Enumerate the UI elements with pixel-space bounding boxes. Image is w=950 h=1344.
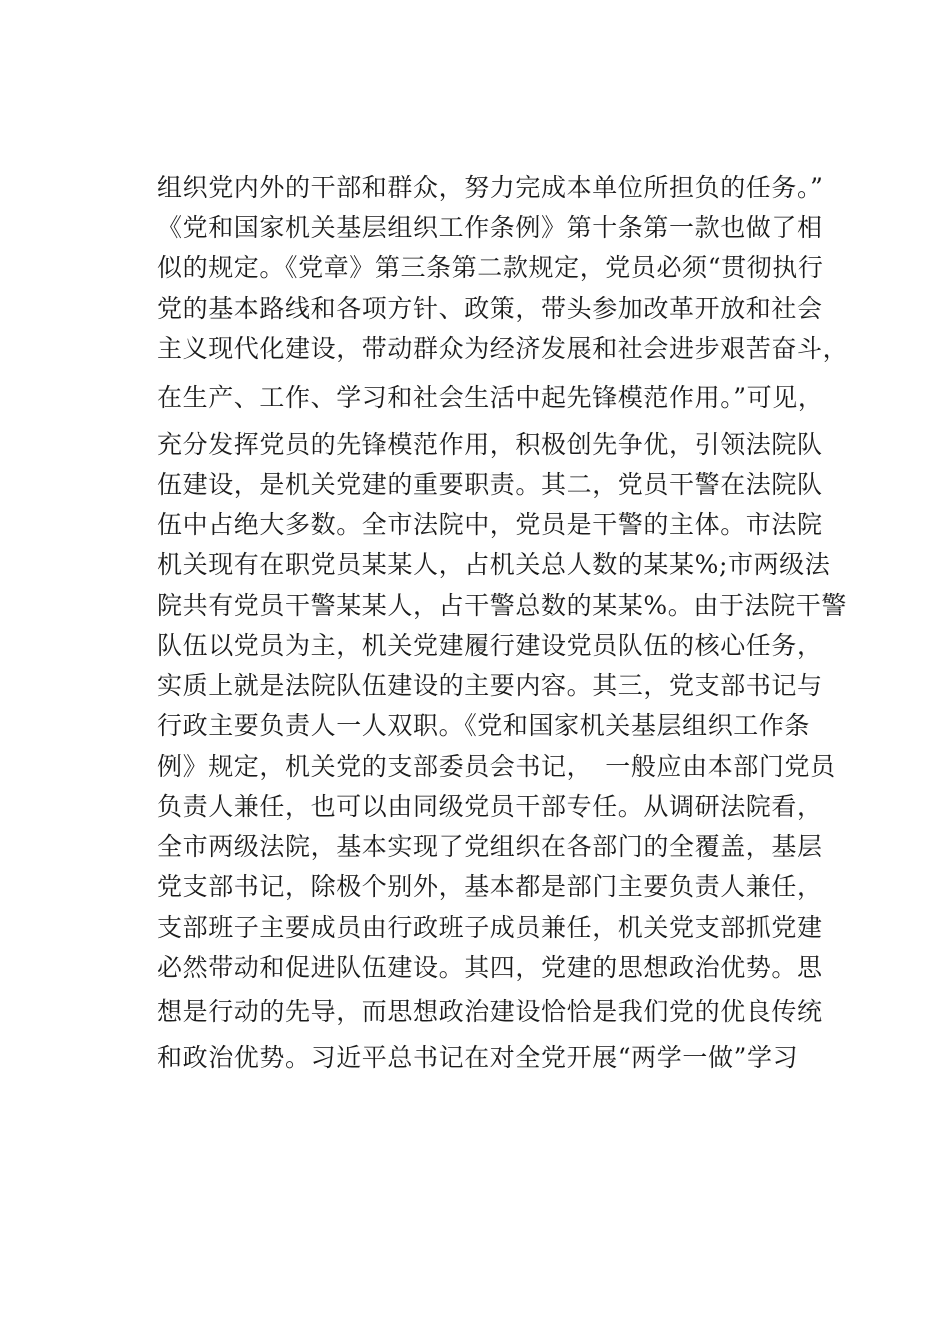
text-line: 例》规定，机关党的支部委员会书记， 一般应由本部门党员 [157, 752, 836, 781]
text-line: 组织党内外的干部和群众，努力完成本单位所担负的任务。” [157, 173, 824, 202]
text-line: 必然带动和促进队伍建设。其四，党建的思想政治优势。思 [157, 953, 823, 982]
text-line: 队伍以党员为主，机关党建履行建设党员队伍的核心任务， [157, 631, 823, 660]
text-line: 主义现代化建设，带动群众为经济发展和社会进步艰苦奋斗， [157, 334, 849, 363]
text-line: 行政主要负责人一人双职。《党和国家机关基层组织工作条 [157, 711, 811, 740]
text-line: 机关现有在职党员某某人，占机关总人数的某某%;市两级法 [157, 550, 831, 579]
text-line: 伍建设，是机关党建的重要职责。其二，党员干警在法院队 [157, 470, 823, 499]
text-line: 党的基本路线和各项方针、政策，带头参加改革开放和社会 [157, 294, 823, 323]
text-line: 充分发挥党员的先锋模范作用，积极创先争优，引领法院队 [157, 430, 823, 459]
text-line: 党支部书记，除极个别外，基本都是部门主要负责人兼任， [157, 872, 823, 901]
text-line: 和政治优势。习近平总书记在对全党开展“两学一做”学习 [157, 1043, 799, 1072]
text-line: 伍中占绝大多数。全市法院中，党员是干警的主体。市法院 [157, 510, 823, 539]
text-line: 院共有党员干警某某人，占干警总数的某某%。由于法院干警 [157, 591, 847, 620]
text-line: 全市两级法院，基本实现了党组织在各部门的全覆盖，基层 [157, 832, 823, 861]
text-line: 似的规定。《党章》第三条第二款规定，党员必须“贯彻执行 [157, 253, 824, 282]
text-line: 在生产、工作、学习和社会生活中起先锋模范作用。”可见， [157, 383, 824, 412]
text-line: 《党和国家机关基层组织工作条例》第十条第一款也做了相 [157, 213, 823, 242]
text-line: 实质上就是法院队伍建设的主要内容。其三，党支部书记与 [157, 671, 823, 700]
text-line: 想是行动的先导，而思想政治建设恰恰是我们党的优良传统 [157, 997, 823, 1026]
text-line: 负责人兼任，也可以由同级党员干部专任。从调研法院看， [157, 792, 823, 821]
text-line: 支部班子主要成员由行政班子成员兼任，机关党支部抓党建 [157, 913, 823, 942]
